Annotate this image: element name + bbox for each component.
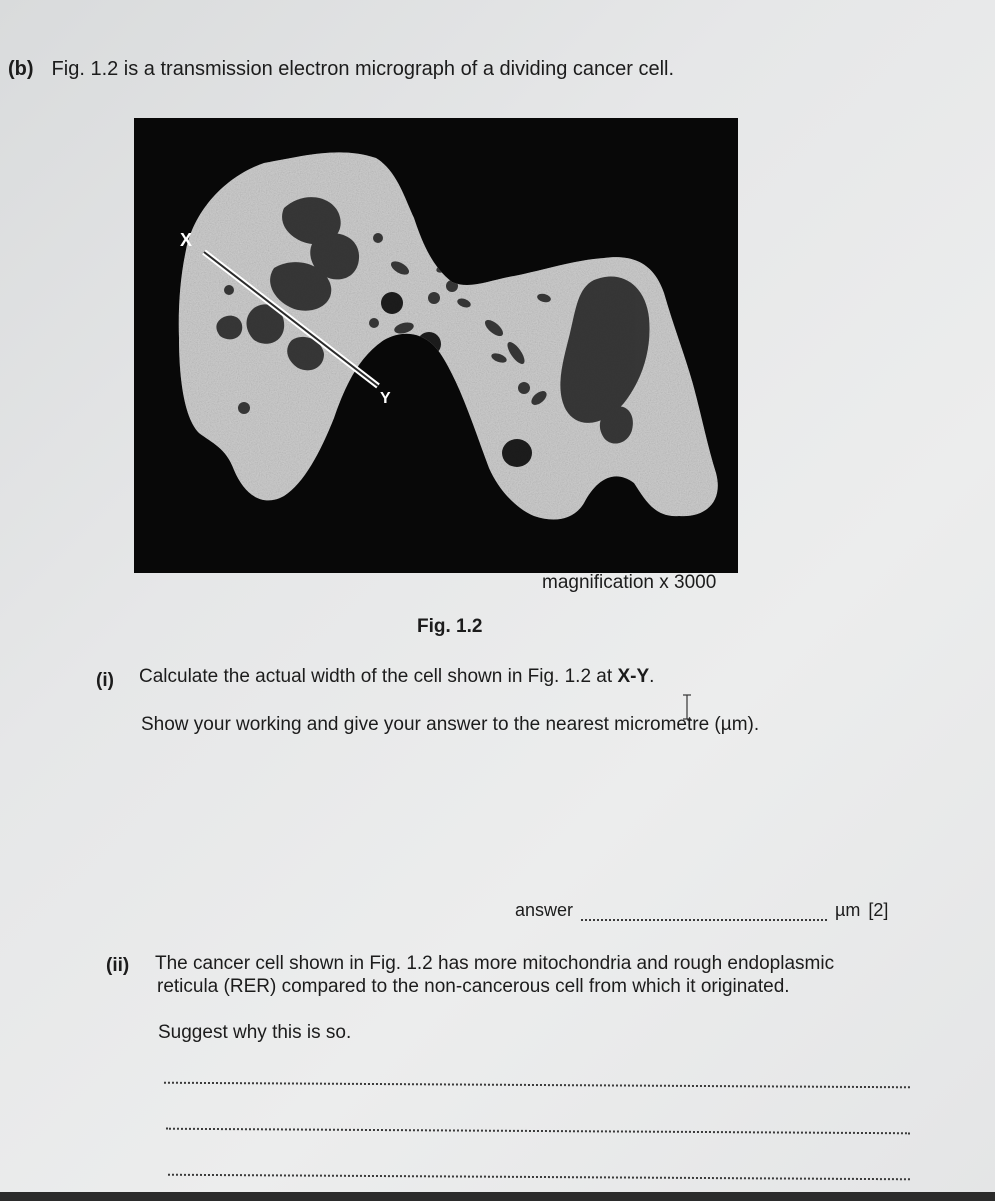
question-i-xy: X-Y (617, 666, 650, 687)
question-i-marks: [2] (868, 900, 889, 920)
question-i-text-end: . (649, 666, 655, 687)
question-i-text (139, 666, 654, 688)
question-ii-prompt: Suggest why this is so. (158, 1022, 352, 1043)
micrograph-figure (134, 118, 738, 573)
question-i-text-start: Calculate the actual width of the cell shown in Fig. 1.2 at (139, 666, 618, 687)
answer-line-1[interactable] (164, 1074, 910, 1089)
answer-line-3[interactable] (168, 1166, 910, 1181)
answer-label: answer (515, 900, 574, 920)
figure-caption: Fig. 1.2 (417, 616, 483, 637)
answer-input-line[interactable] (581, 905, 827, 921)
cell-micrograph-image (134, 118, 738, 573)
part-b-text: Fig. 1.2 is a transmission electron micrograph of a dividing cancer cell. (51, 58, 675, 80)
answer-row (515, 900, 888, 921)
part-b-heading (8, 58, 674, 81)
text-cursor-icon (682, 694, 692, 720)
point-x-label: X (180, 230, 193, 250)
part-b-label: (b) (8, 58, 34, 80)
answer-unit: µm (835, 900, 861, 920)
question-ii-line2: reticula (RER) compared to the non-cancerous cell from which it originated. (157, 976, 790, 997)
answer-line-2[interactable] (166, 1120, 910, 1135)
screen-bottom-edge (0, 1192, 995, 1201)
question-i-label: (i) (96, 670, 114, 691)
question-ii-label: (ii) (106, 955, 130, 976)
point-y-label: Y (380, 390, 391, 407)
question-ii-line1: The cancer cell shown in Fig. 1.2 has more mitochondria and rough endoplasmic (155, 953, 835, 974)
question-i-instruction: Show your working and give your answer to the nearest micrometre (µm). (141, 714, 760, 735)
magnification-label: magnification x 3000 (542, 572, 717, 593)
